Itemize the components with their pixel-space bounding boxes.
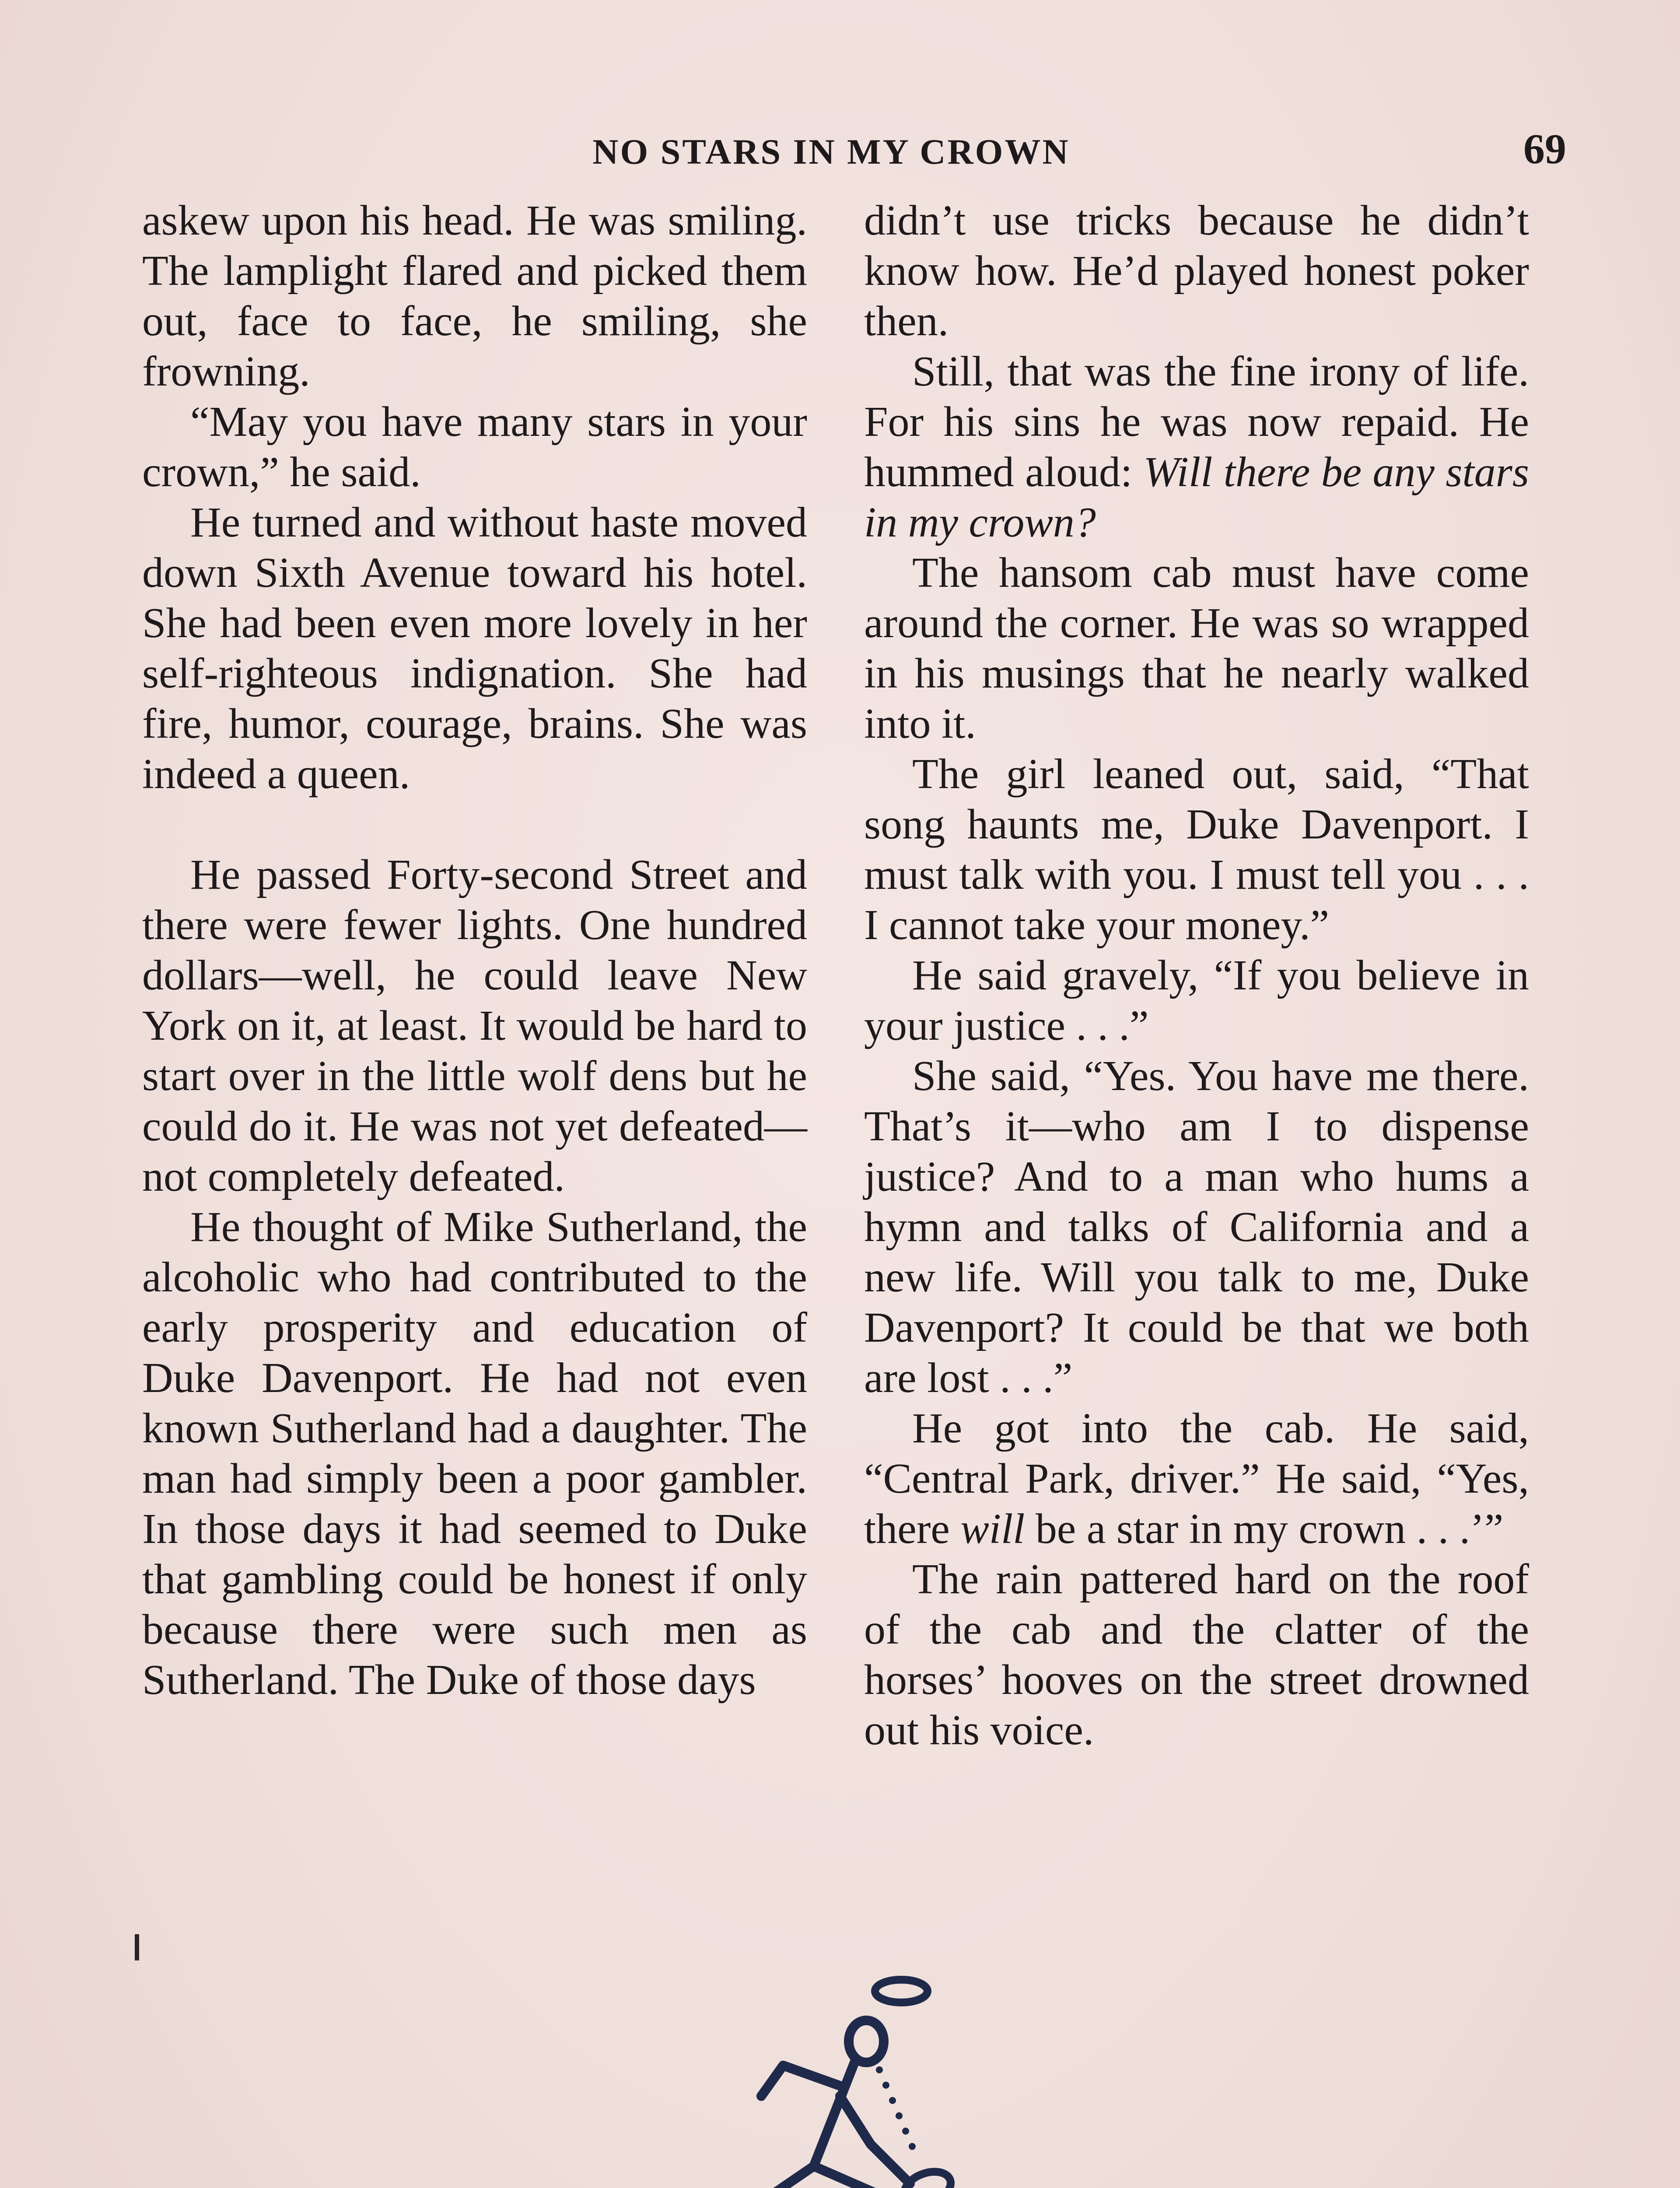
- paragraph: “May you have many stars in your crown,” he said.: [142, 398, 807, 496]
- paragraph: She said, “Yes. You have me there. That’s it—who am I to dispense justice? And to a man who hums a hymn and talks of California and a new life. Will you talk to me, Duke Davenport? It could be that we both are lost . . .”: [864, 1052, 1529, 1402]
- paragraph-text: Still, that was the fine irony of life. For his sins he was now repaid. He hummed aloud:: [864, 348, 1529, 496]
- paragraph: [864, 1403, 1529, 1554]
- paragraph: askew upon his head. He was smiling. The lamplight flared and picked them out, face to face, he smiling, she frowning.: [142, 197, 807, 395]
- margin-mark: [135, 1934, 139, 1960]
- paragraph: He turned and without haste moved down Sixth Avenue toward his hotel. She had been even more lovely in her self-righteous indignation. She had fire, humor, courage, brains. She was indeed a queen.: [142, 499, 807, 798]
- paragraph: didn’t use tricks because he didn’t know how. He’d played honest poker then.: [864, 197, 1529, 345]
- page-number: 69: [1523, 126, 1566, 173]
- left-column: [142, 196, 807, 1705]
- hymn-title: Will there be any stars in my crown?: [864, 449, 1529, 546]
- right-column: [864, 196, 1529, 1756]
- paragraph: He passed Forty-second Street and there were fewer lights. One hundred dollars—well, he could leave New York on it, at least. It would be hard to start over in the little wolf dens but he could do it. He was not yet defeated—not completely defeated.: [142, 851, 807, 1200]
- paragraph: The hansom cab must have come around the corner. He was so wrapped in his musings that he nearly walked into it.: [864, 549, 1529, 747]
- paragraph: [864, 347, 1529, 548]
- paragraph: The girl leaned out, said, “That song haunts me, Duke Davenport. I must talk with you. I must tell you . . . I cannot take your money.”: [864, 750, 1529, 949]
- paragraph: The rain pattered hard on the roof of the cab and the clatter of the horses’ hooves on the street drowned out his voice.: [864, 1556, 1529, 1754]
- paragraph-text: He got into the cab. He said, “Central Park, driver.” He said, “Yes, there: [864, 1405, 1529, 1553]
- stick-figure-with-halo-icon: [682, 1960, 998, 2188]
- running-title: NO STARS IN MY CROWN: [592, 132, 1070, 172]
- paragraph-text: be a star in my crown . . .’”: [1025, 1505, 1504, 1553]
- paragraph: He said gravely, “If you believe in your justice . . .”: [864, 952, 1529, 1049]
- paragraph: He thought of Mike Sutherland, the alcoholic who had contributed to the early prosperity and education of Duke Davenport. He had not even known Sutherland had a daughter. The man had simply been a poor gambler. In those days it had seemed to Duke that gambling could be honest if only because there were such men as Sutherland. The Duke of those days: [142, 1203, 807, 1704]
- emphasis: will: [960, 1505, 1025, 1553]
